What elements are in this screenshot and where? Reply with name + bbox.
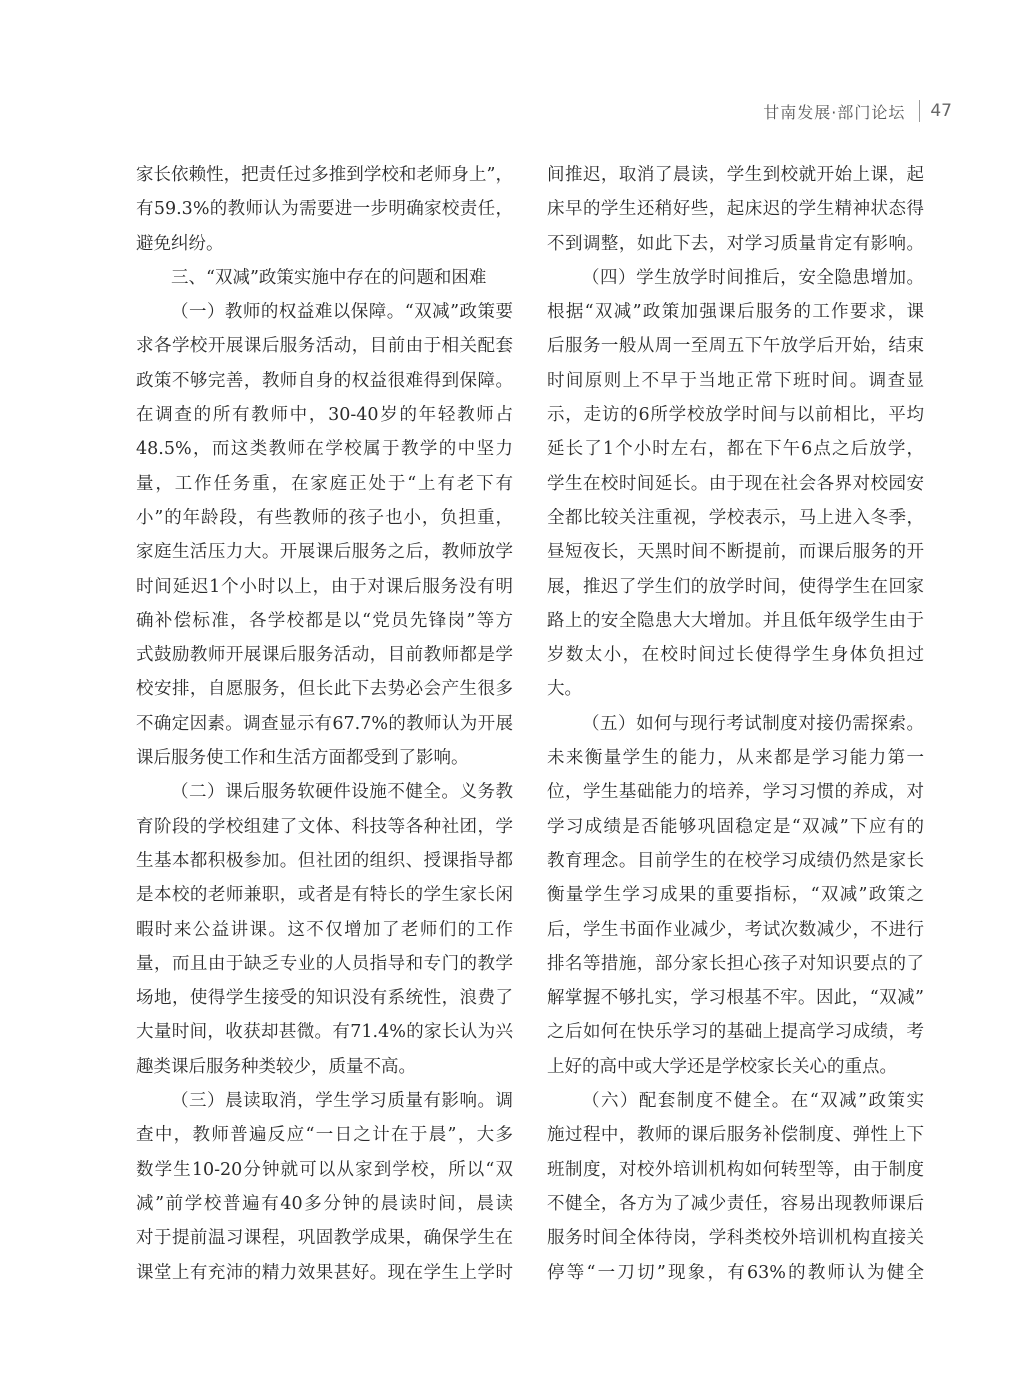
text-line: 时间原则上不早于当地正常下班时间。调查显 (547, 370, 924, 391)
text-line: （一）教师的权益难以保障。“双减”政策要 (171, 302, 513, 323)
text-line: 衡量学生学习成果的重要指标，“双减”政策之 (547, 885, 924, 906)
text-line: 停等“一刀切”现象，有63%的教师认为健全 (547, 1262, 924, 1283)
text-line: 全都比较关注重视，学校表示，马上进入冬季， (547, 507, 924, 528)
text-line: 间推迟，取消了晨读，学生到校就开始上课，起 (547, 165, 924, 185)
text-line: 上好的高中或大学还是学校家长关心的重点。 (547, 1056, 897, 1077)
text-line: 岁数太小，在校时间过长使得学生身体负担过 (547, 645, 924, 666)
journal-section-title: 甘南发展·部门论坛 (763, 102, 906, 122)
text-line: 后服务一般从周一至周五下午放学后开始，结束 (547, 336, 924, 357)
text-line: 路上的安全隐患大大增加。并且低年级学生由于 (547, 610, 924, 631)
text-line: 有59.3%的教师认为需要进一步明确家校责任， (136, 199, 513, 220)
text-line: 在调查的所有教师中，30-40岁的年轻教师占 (136, 405, 513, 426)
text-line: 确补偿标准，各学校都是以“党员先锋岗”等方 (136, 610, 513, 631)
text-line: 展，推迟了学生们的放学时间，使得学生在回家 (547, 576, 924, 597)
text-line: 校安排，自愿服务，但长此下去势必会产生很多 (136, 679, 513, 700)
text-line: 解掌握不够扎实，学习根基不牢。因此，“双减” (547, 988, 924, 1009)
text-line: （五）如何与现行考试制度对接仍需探索。 (582, 713, 924, 734)
text-line: 根据“双减”政策加强课后服务的工作要求，课 (547, 302, 924, 323)
text-line: 床早的学生还稍好些，起床迟的学生精神状态得 (547, 199, 924, 220)
text-line: （二）课后服务软硬件设施不健全。义务教 (171, 782, 513, 803)
text-line: 班制度，对校外培训机构如何转型等，由于制度 (547, 1159, 924, 1180)
text-line: 育阶段的学校组建了文体、科技等各种社团，学 (136, 816, 513, 837)
text-line: 教育理念。目前学生的在校学习成绩仍然是家长 (547, 850, 924, 871)
text-line: 不确定因素。调查显示有67.7%的教师认为开展 (136, 713, 513, 734)
text-line: 课堂上有充沛的精力效果甚好。现在学生上学时 (136, 1262, 513, 1283)
text-line: 大。 (547, 679, 582, 700)
text-line: 避免纠纷。 (136, 233, 224, 254)
section-heading: 三、“双减”政策实施中存在的问题和困难 (171, 267, 487, 288)
text-line: 之后如何在快乐学习的基础上提高学习成绩，考 (547, 1022, 924, 1043)
right-column (547, 158, 924, 1290)
text-line: 家庭生活压力大。开展课后服务之后，教师放学 (136, 542, 513, 563)
text-line: 示，走访的6所学校放学时间与以前相比，平均 (547, 405, 924, 426)
text-line: 位，学生基础能力的培养，学习习惯的养成，对 (547, 782, 924, 803)
text-line: 不健全，各方为了减少责任，容易出现教师课后 (547, 1193, 924, 1214)
text-line: 式鼓励教师开展课后服务活动，目前教师都是学 (136, 645, 513, 666)
text-line: （三）晨读取消，学生学习质量有影响。调 (171, 1091, 513, 1112)
text-line: 量，而且由于缺乏专业的人员指导和专门的教学 (136, 953, 513, 974)
text-line: （四）学生放学时间推后，安全隐患增加。 (582, 267, 924, 288)
text-line: 大量时间，收获却甚微。有71.4%的家长认为兴 (136, 1022, 513, 1043)
text-line: 学生在校时间延长。由于现在社会各界对校园安 (547, 473, 924, 494)
text-line: 未来衡量学生的能力，从来都是学习能力第一 (547, 748, 924, 769)
header-divider (919, 100, 920, 122)
text-line: 求各学校开展课后服务活动，目前由于相关配套 (136, 336, 513, 357)
text-line: 政策不够完善，教师自身的权益很难得到保障。 (136, 370, 513, 391)
text-line: 时间延迟1个小时以上，由于对课后服务没有明 (136, 576, 513, 597)
text-line: 延长了1个小时左右，都在下午6点之后放学， (547, 439, 924, 460)
text-line: 数学生10-20分钟就可以从家到学校，所以“双 (136, 1159, 513, 1180)
text-line: 场地，使得学生接受的知识没有系统性，浪费了 (136, 988, 513, 1009)
text-line: 趣类课后服务种类较少，质量不高。 (136, 1056, 416, 1077)
text-line: 小”的年龄段，有些教师的孩子也小，负担重， (136, 507, 513, 528)
text-line: 是本校的老师兼职，或者是有特长的学生家长闲 (136, 885, 513, 906)
left-column (136, 158, 513, 1290)
text-line: 量，工作任务重，在家庭正处于“上有老下有 (136, 473, 513, 494)
running-header (763, 98, 952, 124)
text-line: 查中，教师普遍反应“一日之计在于晨”，大多 (136, 1125, 513, 1146)
page-number: 47 (930, 101, 952, 121)
text-line: 排名等措施，部分家长担心孩子对知识要点的了 (547, 953, 924, 974)
text-line: 课后服务使工作和生活方面都受到了影响。 (136, 748, 469, 769)
text-line: 后，学生书面作业减少，考试次数减少，不进行 (547, 919, 924, 940)
text-line: 家长依赖性，把责任过多推到学校和老师身上”， (136, 165, 513, 185)
text-line: 施过程中，教师的课后服务补偿制度、弹性上下 (547, 1125, 924, 1146)
text-line: 减”前学校普遍有40多分钟的晨读时间，晨读 (136, 1193, 513, 1214)
text-line: （六）配套制度不健全。在“双减”政策实 (582, 1091, 924, 1112)
text-line: 暇时来公益讲课。这不仅增加了老师们的工作 (136, 919, 513, 940)
text-line: 对于提前温习课程，巩固教学成果，确保学生在 (136, 1228, 513, 1249)
text-line: 48.5%，而这类教师在学校属于教学的中坚力 (136, 439, 513, 460)
text-line: 学习成绩是否能够巩固稳定是“双减”下应有的 (547, 816, 924, 837)
text-line: 服务时间全体待岗，学科类校外培训机构直接关 (547, 1228, 924, 1249)
text-line: 昼短夜长，天黑时间不断提前，而课后服务的开 (547, 542, 924, 563)
text-line: 生基本都积极参加。但社团的组织、授课指导都 (136, 850, 513, 871)
text-line: 不到调整，如此下去，对学习质量肯定有影响。 (547, 233, 924, 254)
